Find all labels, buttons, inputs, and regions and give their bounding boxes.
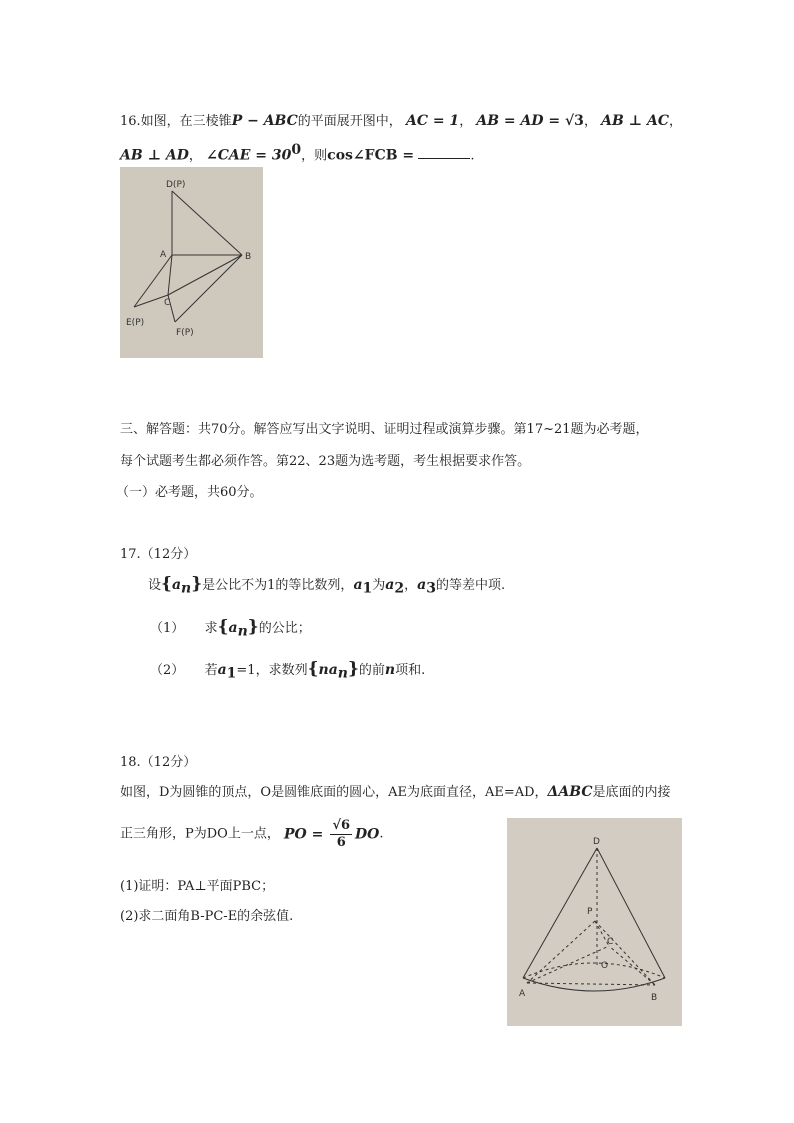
q17-a3: a (417, 577, 427, 593)
q18-line-1 (120, 781, 671, 800)
q17-stem-a: 设 (148, 578, 162, 593)
q17-seq: a (171, 577, 182, 593)
q18-part-2: (2)求二面角B-PC-E的余弦值. (120, 909, 294, 924)
q17-stem-c: 为 (372, 578, 386, 593)
q16-line-1: 16.如图，在三棱锥P − ABC的平面展开图中， AC = 1， AB = AD = √3， AB ⊥ AC， (120, 113, 682, 129)
q16-angle-cae: ∠CAE = 30 (206, 147, 292, 164)
q18-label-b: B (651, 993, 658, 1003)
q17-p2-seq: na (318, 662, 338, 678)
q18-frac-num: √6 (332, 818, 351, 833)
q16-label-e: E(P) (126, 318, 145, 328)
q17-stem-b: 是公比不为1的等比数列， (202, 578, 354, 593)
q17-p2-d: 项和. (395, 663, 426, 678)
q16-cond-perp2: AB ⊥ AD (120, 147, 189, 164)
q17-p1-b: 的公比； (258, 621, 311, 636)
q16-cond-perp1: AB ⊥ AC (601, 113, 669, 129)
q17-stem: 设$\{a_n\}$是公比不为1的等比数列，$a_1$为$a_2$，$a_3$的等差中项. (148, 574, 506, 597)
q17-part-1: （1） 求$\{a_n\}$的公比； (150, 617, 311, 640)
q16-label-c: C (164, 298, 171, 308)
q16-net-svg (120, 167, 263, 358)
q16-label-f: F(P) (176, 328, 194, 338)
q18-frac-den: 6 (336, 835, 346, 850)
q18-line1-text: 如图，D为圆锥的顶点，O是圆锥底面的圆心，AE为底面直径，AE=AD， (120, 785, 548, 800)
q17-brace-close: } (191, 574, 203, 594)
section3-line-2: 每个试题考生都必须作答。第22、23题为选考题，考生根据要求作答。 (120, 454, 531, 469)
q17-a2: a (385, 577, 395, 593)
q17-stem-d: 的等差中项. (435, 578, 506, 593)
q18-triangle-abc: ΔABC (547, 784, 593, 800)
q18-line2-text: 正三角形，P为DO上一点， (120, 826, 280, 842)
q16-answer-blank (418, 146, 470, 159)
q17-a1: a (353, 577, 363, 593)
q18-fraction (330, 818, 352, 851)
q18-line1-end: 是底面的内接 (592, 785, 671, 800)
q18-label-c: C (607, 937, 614, 947)
q16-label-d: D(P) (166, 180, 186, 190)
q17-p2-c: 的前 (358, 663, 385, 678)
q16-cond-ab-ad: AB = AD = (476, 113, 565, 129)
q18-label-o: O (601, 961, 609, 971)
q16-line-2: AB ⊥ AD， ∠CAE = $30^0$，则cos∠FCB = . (120, 142, 475, 164)
section3-line-1: 三、解答题：共70分。解答应写出文字说明、证明过程或演算步骤。第17~21题为必考题， (120, 422, 649, 437)
q17-p2-num: （2） (150, 663, 185, 678)
q16-tetrahedron: P − ABC (231, 113, 298, 129)
q18-line-2: 正三角形，P为DO上一点， PO = $\frac{√6}{6}$ DO. (120, 818, 384, 850)
q16-ask: cos∠FCB = (327, 147, 415, 164)
q18-label-d: D (593, 837, 600, 847)
q17-brace-open: { (161, 574, 172, 594)
q16-sqrt3: √3 (564, 113, 584, 129)
q17-p1-a: 求 (204, 621, 218, 636)
q16-prefix: 16.如图，在三棱锥 (120, 114, 232, 129)
q18-po: PO = (283, 826, 324, 843)
q18-label-a: A (519, 989, 526, 999)
q18-cone-figure (507, 818, 682, 1026)
q17-part-2: （2） 若$a_1=1$，求数列$\{na_n\}$的前n项和. (150, 659, 426, 682)
q16-label-a: A (160, 250, 167, 260)
q18-header: 18.（12分） (120, 755, 197, 770)
q17-p2-b: =1，求数列 (236, 663, 308, 678)
q17-p2-a: 若 (204, 663, 218, 678)
q18-part-1: (1)证明：PA⊥平面PBC； (120, 879, 275, 894)
q16-net-figure (120, 167, 263, 358)
q17-p2-n: n (384, 662, 396, 678)
section3-line-3: （一）必考题，共60分。 (116, 485, 263, 500)
q16-mid: 的平面展开图中， (297, 114, 402, 129)
q16-degree: 0 (291, 142, 302, 158)
q17-p1-num: （1） (150, 621, 185, 636)
q18-do: DO (355, 826, 380, 843)
q16-label-b: B (245, 252, 252, 262)
q16-cond-ac: AC = 1 (405, 113, 460, 129)
q17-header: 17.（12分） (120, 547, 197, 562)
q18-cone-svg (507, 818, 682, 1026)
q18-label-p: P (587, 907, 593, 917)
q16-then: ，则 (301, 148, 328, 164)
